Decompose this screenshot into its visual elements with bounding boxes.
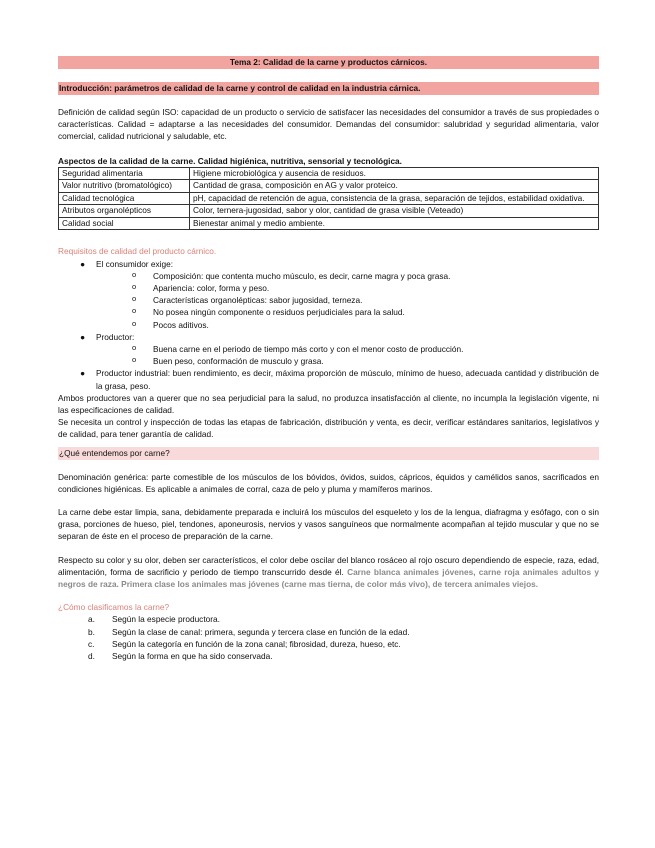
bullet-icon: ● — [80, 258, 86, 269]
list-item — [58, 343, 599, 355]
intro-heading: Introducción: parámetros de calidad de la carne y control de calidad en la industria cárnica. — [58, 82, 599, 95]
table-row — [59, 205, 599, 218]
producer-item: Buen peso, conformación de musculo y grasa. — [153, 356, 324, 367]
classify-item: Según la categoría en función de la zona canal; fibrosidad, dureza, hueso, etc. — [112, 638, 401, 649]
bullet-icon: ● — [80, 331, 86, 342]
consumer-item: Pocos aditivos. — [153, 319, 209, 330]
consumer-label: El consumidor exige: — [96, 258, 174, 269]
list-item — [58, 282, 599, 294]
table-row — [59, 192, 599, 205]
consumer-item: Composición: que contenta mucho músculo, es decir, carne magra y poca grasa. — [153, 270, 451, 281]
list-item — [58, 331, 599, 343]
classify-item: Según la forma en que ha sido conservada. — [112, 651, 273, 661]
carne-heading: ¿Qué entendemos por carne? — [58, 447, 599, 460]
list-marker: c. — [88, 638, 95, 649]
requirements-list — [58, 258, 599, 392]
bullet-icon: ● — [80, 368, 86, 379]
document-title: Tema 2: Calidad de la carne y productos cárnicos. — [58, 56, 599, 69]
aspect-name: Calidad tecnológica — [59, 192, 190, 205]
aspect-name: Calidad social — [59, 217, 190, 230]
denomination-paragraph: Denominación genérica: parte comestible de los músculos de los bóvidos, óvidos, suidos, cápricos, équidos y camélidos sanos, sacrificados en condiciones higiénicas. Es aplicable a animales de corral, caza de pelo y pluma y mamíferos marinos. — [58, 471, 599, 494]
table-row — [59, 167, 599, 180]
circle-bullet-icon: o — [132, 306, 137, 316]
list-item — [58, 306, 599, 318]
list-item — [58, 638, 599, 650]
list-item — [58, 294, 599, 306]
list-marker: a. — [88, 614, 95, 625]
classify-heading: ¿Cómo clasificamos la carne? — [58, 602, 170, 613]
list-item — [58, 355, 599, 367]
consumer-item: No posea ningún componente o residuos perjudiciales para la salud. — [153, 307, 405, 318]
circle-bullet-icon: o — [132, 342, 137, 352]
classify-item: Según la especie productora. — [112, 614, 220, 625]
list-marker: d. — [88, 651, 95, 661]
list-item — [58, 626, 599, 638]
list-item — [58, 367, 599, 391]
aspects-title: Aspectos de la calidad de la carne. Calidad higiénica, nutritiva, sensorial y tecnológica. — [58, 155, 402, 166]
aspect-desc: Color, ternera-jugosidad, sabor y olor, cantidad de grasa visible (Veteado) — [190, 205, 599, 218]
aspect-name: Seguridad alimentaria — [59, 167, 190, 180]
aspect-name: Atributos organolépticos — [59, 205, 190, 218]
circle-bullet-icon: o — [132, 269, 137, 279]
classify-item: Según la clase de canal: primera, segunda y tercera clase en función de la edad. — [112, 626, 410, 637]
consumer-item: Características organolépticas: sabor jugosidad, terneza. — [153, 295, 363, 306]
iso-definition-paragraph: Definición de calidad según ISO: capacidad de un producto o servicio de satisfacer las necesidades del consumidor a través de sus propiedades o características. Calidad = adaptarse a las necesidades del consumidor. Demandas del consumidor: salubridad y seguridad alimentaria, valor comercial, calidad nutricional y saludable, etc. — [58, 107, 599, 142]
industrial-producer: Productor industrial: buen rendimiento, es decir, máxima proporción de músculo, mínimo de hueso, adecuada cantidad y distribución de la grasa, peso. — [96, 368, 599, 391]
list-item — [58, 258, 599, 270]
producer-item: Buena carne en el periodo de tiempo más corto y con el menor costo de producción. — [153, 343, 464, 354]
aspect-name: Valor nutritivo (bromatológico) — [59, 180, 190, 193]
circle-bullet-icon: o — [132, 355, 137, 365]
document-page — [58, 56, 599, 662]
table-row — [59, 217, 599, 230]
circle-bullet-icon: o — [132, 318, 137, 328]
aspect-desc: Higiene microbiológica y ausencia de residuos. — [190, 167, 599, 180]
aspect-desc: Bienestar animal y medio ambiente. — [190, 217, 599, 230]
list-item — [58, 650, 599, 662]
aspect-desc: pH, capacidad de retención de agua, consistencia de la grasa, separación de tejidos, estabilidad oxidativa. — [190, 192, 599, 205]
list-item — [58, 270, 599, 282]
list-item — [58, 613, 599, 625]
color-text: Respecto su color y su olor, deben ser característicos, el color debe oscilar del blanco rosáceo al rojo oscuro dependiendo de especie, raza, edad, alimentación, forma de sacrificio y periodo de tiempo transcurrido desde él. — [58, 554, 599, 577]
consumer-item: Apariencia: color, forma y peso. — [153, 282, 270, 293]
producer-label: Productor: — [96, 331, 135, 342]
aspects-table — [58, 167, 599, 231]
control-paragraph: Se necesita un control y inspección de todas las etapas de fabricación, distribución y venta, es decir, verificar estándares sanitarios, legislativos y de calidad, para tener garantía de calidad. — [58, 417, 599, 440]
color-paragraph — [58, 554, 599, 591]
classify-list — [58, 613, 599, 662]
list-marker: b. — [88, 626, 95, 637]
both-producers-paragraph: Ambos productores van a querer que no sea perjudicial para la salud, no produzca insatisfacción al cliente, no incumpla la legislación vigente, ni las especificaciones de calidad. — [58, 392, 599, 415]
circle-bullet-icon: o — [132, 281, 137, 291]
requirements-heading: Requisitos de calidad del producto cárnico. — [58, 246, 217, 257]
circle-bullet-icon: o — [132, 294, 137, 304]
aspect-desc: Cantidad de grasa, composición en AG y valor proteico. — [190, 180, 599, 193]
table-row — [59, 180, 599, 193]
list-item — [58, 319, 599, 331]
color-gray-text: Carne blanca animales jóvenes, carne roja animales adultos y negros de raza. Primera clase los animales mas jóvenes (carne mas tierna, de color más vivo), de tercera animales viejos. — [58, 566, 600, 589]
clean-meat-paragraph: La carne debe estar limpia, sana, debidamente preparada e incluirá los músculos del esqueleto y los de la lengua, diafragma y esófago, con o sin grasa, porciones de hueso, piel, tendones, aponeurosis, nervios y vasos sanguíneos que normalmente acompañan al tejido muscular y que no se separan de éste en el proceso de preparación de la carne. — [58, 506, 599, 542]
